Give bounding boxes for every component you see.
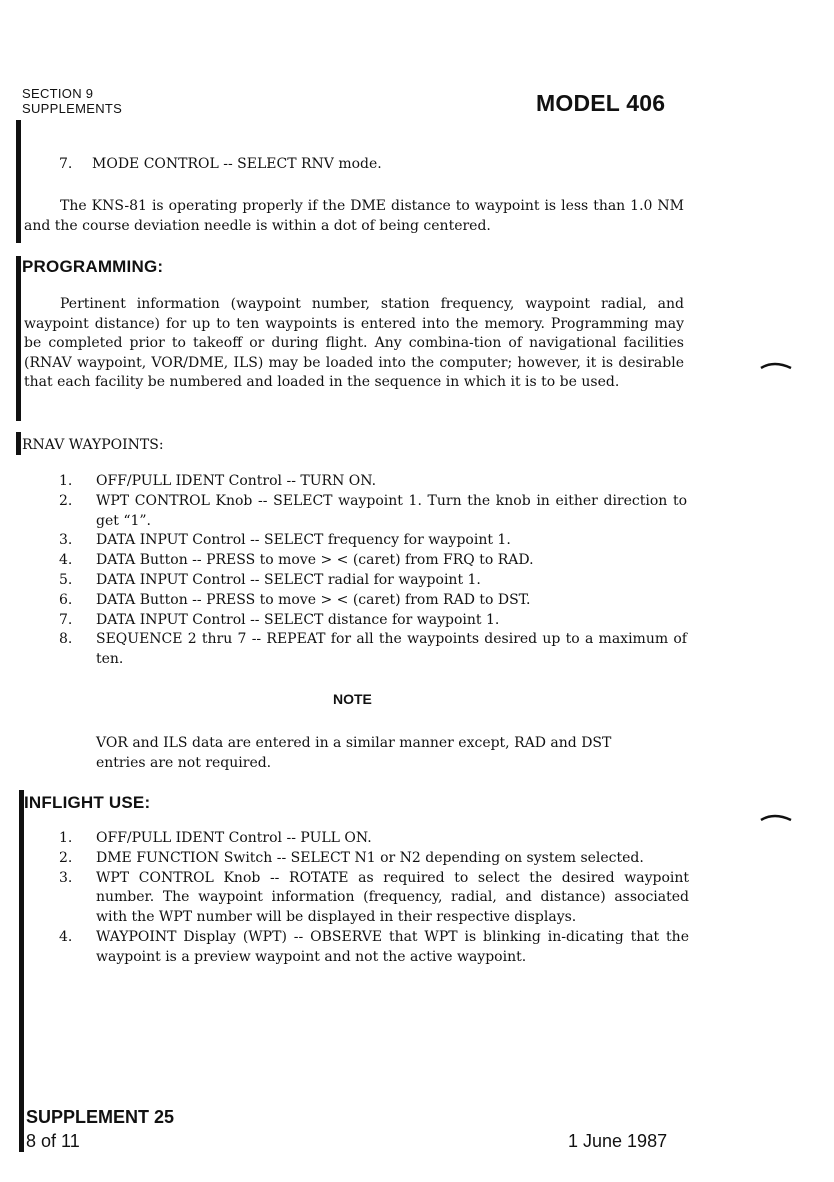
supplement-label: SUPPLEMENT 25	[26, 1107, 175, 1127]
note-body: VOR and ILS data are entered in a similar manner except, RAD and DST entries are not required.	[96, 735, 612, 771]
step-number: 7.	[59, 611, 73, 628]
step-text: WPT CONTROL Knob -- ROTATE as required to select the desired waypoint number. The waypoint information (frequency, radial, and distance) associated with the WPT number will be displayed in their respective displays.	[96, 869, 689, 926]
model-title: MODEL 406	[536, 90, 666, 116]
inflight-heading: INFLIGHT USE:	[24, 793, 151, 812]
rnav-steps-list	[59, 472, 687, 670]
margin-tick-mark	[760, 812, 792, 822]
programming-heading: PROGRAMMING:	[22, 257, 164, 276]
intro-step-number: 7.	[59, 156, 73, 172]
change-bar	[19, 790, 24, 1152]
list-item	[59, 869, 689, 928]
step-text: DATA INPUT Control -- SELECT radial for waypoint 1.	[96, 571, 481, 588]
step-number: 5.	[59, 571, 73, 588]
intro-paragraph	[24, 197, 684, 236]
step-number: 3.	[59, 532, 73, 549]
step-number: 1.	[59, 473, 73, 489]
step-text: DME FUNCTION Switch -- SELECT N1 or N2 depending on system selected.	[96, 849, 644, 866]
list-item	[59, 829, 689, 849]
change-bar	[16, 256, 21, 421]
list-item	[59, 611, 687, 631]
margin-tick-mark	[760, 360, 792, 370]
revision-date: 1 June 1987	[568, 1131, 668, 1151]
list-item	[59, 551, 687, 571]
step-text: DATA Button -- PRESS to move > < (caret) from RAD to DST.	[96, 591, 531, 608]
step-number: 2.	[59, 492, 73, 509]
list-item	[59, 492, 687, 532]
rnav-heading: RNAV WAYPOINTS:	[22, 437, 164, 453]
programming-paragraph-text: Pertinent information (waypoint number, station frequency, waypoint radial, and waypoint distance) for up to ten waypoints is entered into the memory. Programming may be completed prior to takeoff or during flight. Any combina-tion of navigational facilities (RNAV waypoint, VOR/DME, ILS) may be loaded into the computer; however, it is desirable that each facility be numbered and loaded in the sequence in which it is to be used.	[24, 296, 684, 391]
step-text: OFF/PULL IDENT Control -- PULL ON.	[96, 830, 372, 846]
intro-paragraph-text: The KNS-81 is operating properly if the DME distance to waypoint is less than 1.0 NM and the course deviation needle is within a dot of being centered.	[24, 198, 684, 234]
step-text: SEQUENCE 2 thru 7 -- REPEAT for all the waypoints desired up to a maximum of ten.	[96, 631, 687, 668]
section-header	[22, 86, 122, 116]
step-text: DATA Button -- PRESS to move > < (caret) from FRQ to RAD.	[96, 552, 534, 569]
step-number: 8.	[59, 631, 73, 648]
list-item	[59, 630, 687, 670]
list-item	[59, 591, 687, 611]
change-bar	[16, 432, 21, 455]
inflight-steps-list	[59, 829, 689, 968]
note-title: NOTE	[333, 691, 372, 707]
programming-paragraph	[24, 295, 684, 393]
step-number: 4.	[59, 552, 73, 569]
list-item	[59, 928, 689, 968]
step-number: 1.	[59, 830, 73, 846]
intro-step-text: MODE CONTROL -- SELECT RNV mode.	[92, 156, 382, 172]
section-label: SECTION 9	[22, 86, 94, 101]
step-number: 3.	[59, 869, 73, 886]
list-item	[59, 531, 687, 551]
list-item	[59, 849, 689, 869]
step-number: 4.	[59, 928, 73, 945]
step-number: 6.	[59, 591, 73, 608]
step-text: WPT CONTROL Knob -- SELECT waypoint 1. Turn the knob in either direction to get “1”.	[96, 492, 687, 529]
list-item	[59, 472, 687, 492]
subsection-label: SUPPLEMENTS	[22, 101, 123, 116]
step-text: OFF/PULL IDENT Control -- TURN ON.	[96, 473, 377, 489]
step-text: DATA INPUT Control -- SELECT distance for waypoint 1.	[96, 611, 500, 628]
page-number: 8 of 11	[26, 1131, 80, 1151]
step-number: 2.	[59, 849, 73, 866]
step-text: DATA INPUT Control -- SELECT frequency for waypoint 1.	[96, 532, 511, 549]
list-item	[59, 571, 687, 591]
change-bar	[16, 120, 21, 243]
step-text: WAYPOINT Display (WPT) -- OBSERVE that WPT is blinking in-dicating that the waypoint is a preview waypoint and not the active waypoint.	[96, 928, 689, 965]
